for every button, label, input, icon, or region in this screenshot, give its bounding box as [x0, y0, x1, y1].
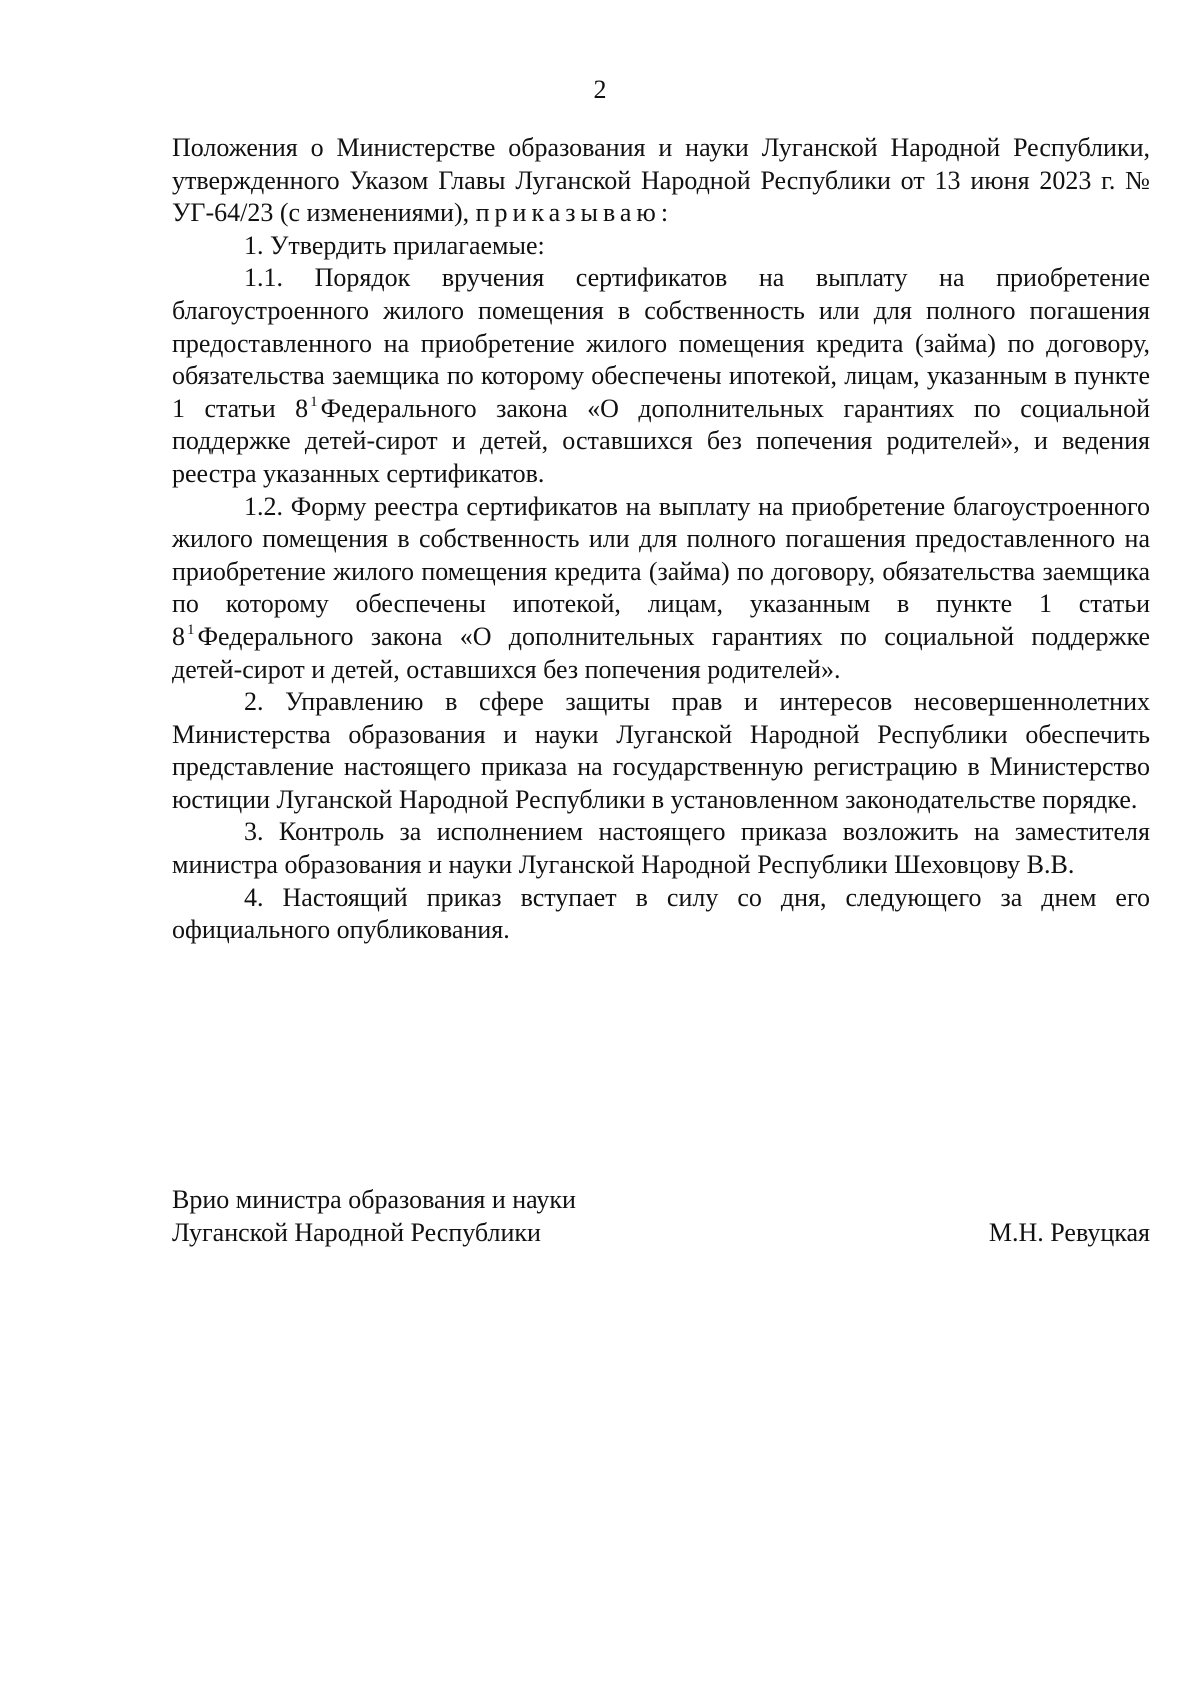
item-1-1-text: 1.1. Порядок вручения сертификатов на выплату на приобретение благоустроенного жилого помещения в собственность или для полного погашения предоставленного на приобретение жилого помещения кредита (займа) по договору, обязательства заемщика по которому обеспечены ипотекой, лицам, указанным в пункте 1 статьи 8 [172, 263, 1150, 423]
page-number: 2 [593, 75, 607, 104]
item-1-2-text-continued: Федерального закона «О дополнительных гарантиях по социальной поддержке детей-сирот и детей, оставшихся без попечения родителей». [172, 621, 1150, 684]
item-2: 2. Управлению в сфере защиты прав и интересов несовершеннолетних Министерства образования и науки Луганской Народной Республики обеспечить представление настоящего приказа на государственную регистрацию в Министерство юстиции Луганской Народной Республики в установленном законодательстве порядке. [172, 687, 1150, 814]
document-body [172, 132, 1150, 947]
item-1-2-superscript: 1 [187, 621, 195, 638]
signature-block [172, 1184, 1150, 1249]
intro-ending: : [660, 198, 669, 228]
item-1: 1. Утвердить прилагаемые: [244, 230, 545, 260]
item-1-1-superscript: 1 [310, 393, 318, 410]
order-keyword: приказываю [475, 198, 661, 228]
item-1-1 [172, 262, 1150, 490]
intro-paragraph [172, 132, 1150, 230]
item-1-2-text: 1.2. Форму реестра сертификатов на выплату на приобретение благоустроенного жилого помещения в собственность или для полного погашения предоставленного на приобретение жилого помещения кредита (займа) по договору, обязательства заемщика по которому обеспечены ипотекой, лицам, указанным в пункте 1 статьи 8 [172, 491, 1150, 651]
signatory-title-line-1: Врио министра образования и науки [172, 1185, 576, 1214]
signatory-title-line-2: Луганской Народной Республики [172, 1217, 541, 1247]
item-4: 4. Настоящий приказ вступает в силу со дня, следующего за днем его официального опубликования. [172, 882, 1150, 945]
item-3: 3. Контроль за исполнением настоящего приказа возложить на заместителя министра образования и науки Луганской Народной Республики Шеховцову В.В. [172, 817, 1150, 880]
item-1-2 [172, 491, 1150, 687]
item-1-1-text-continued: Федерального закона «О дополнительных гарантиях по социальной поддержке детей-сирот и детей, оставшихся без попечения родителей», и ведения реестра указанных сертификатов. [172, 393, 1150, 488]
intro-text: Положения о Министерстве образования и науки Луганской Народной Республики, утвержденного Указом Главы Луганской Народной Республики от 13 июня 2023 г. № УГ-64/23 (с изменениями), [172, 133, 1150, 228]
signatory-name: М.Н. Ревуцкая [988, 1217, 1150, 1247]
